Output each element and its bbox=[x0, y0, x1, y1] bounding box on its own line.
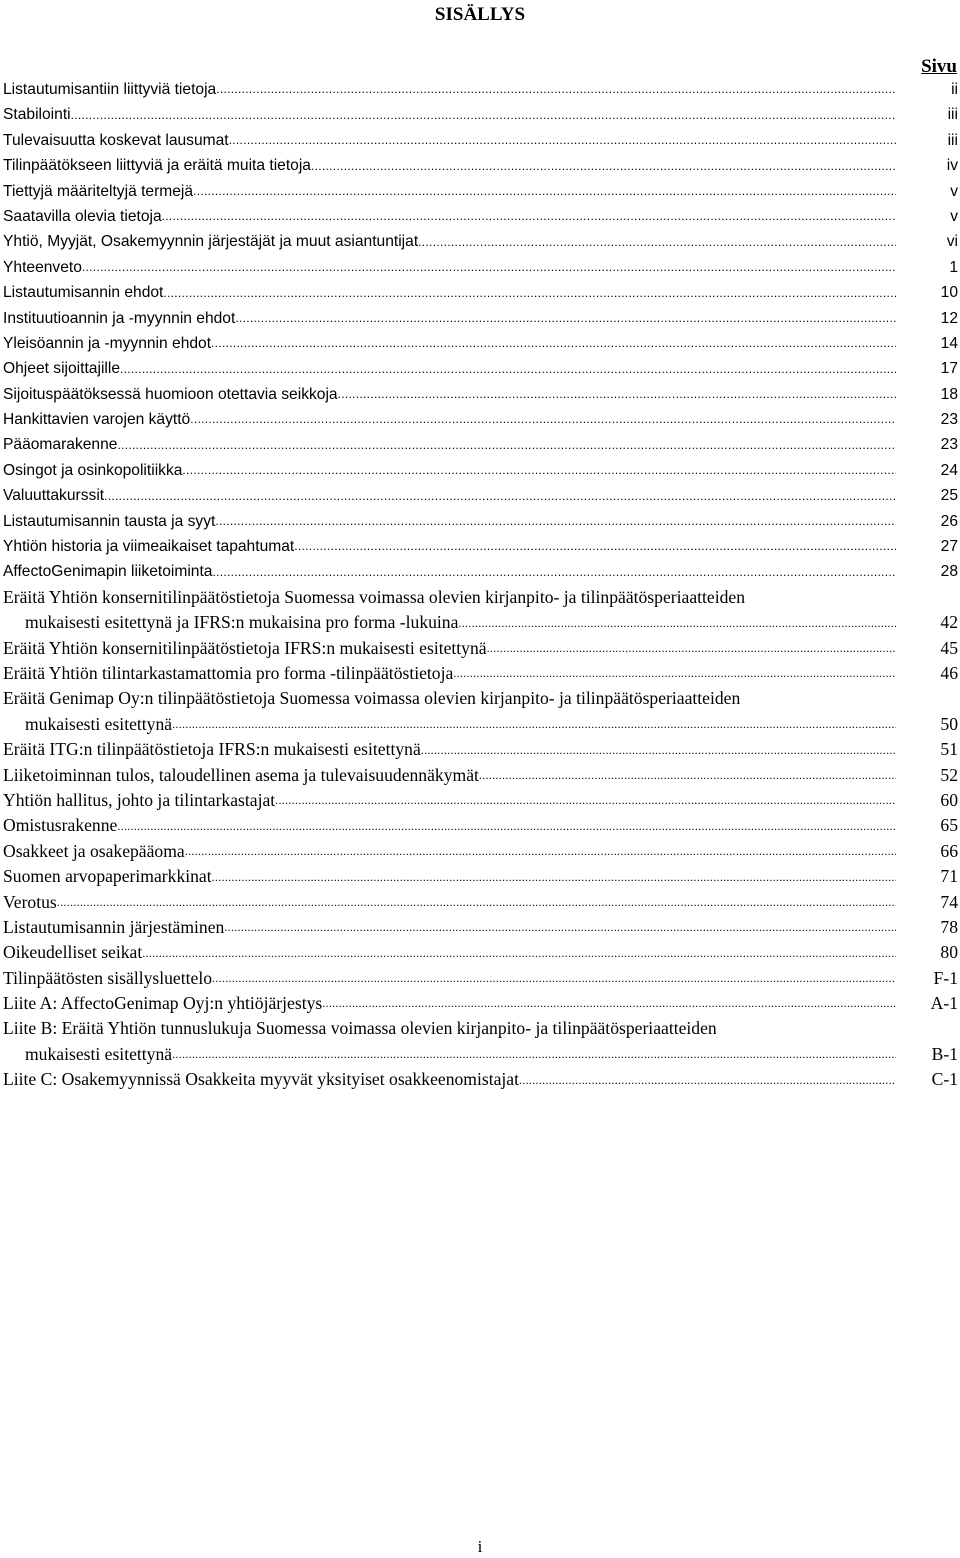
toc-entry[interactable] bbox=[3, 306, 958, 331]
toc-entry-title: mukaisesti esitettynä bbox=[25, 713, 173, 734]
toc-entry-page: C-1 bbox=[931, 1069, 958, 1090]
toc-entry[interactable] bbox=[3, 153, 958, 178]
toc-entry[interactable] bbox=[3, 1067, 958, 1092]
dot-leader bbox=[421, 740, 896, 760]
toc-entry-page: ii bbox=[951, 80, 958, 98]
toc-entry-page: 26 bbox=[940, 512, 958, 530]
toc-entry-title: mukaisesti esitettynä ja IFRS:n mukaisina pro forma -lukuina bbox=[25, 612, 459, 633]
toc-entry[interactable] bbox=[3, 356, 958, 381]
toc-entry[interactable] bbox=[3, 77, 958, 102]
toc-entry-title: Saatavilla olevia tietoja bbox=[3, 207, 162, 225]
dot-leader bbox=[216, 79, 896, 99]
toc-entry-page: 18 bbox=[940, 385, 958, 403]
toc-entry-title: Eräitä ITG:n tilinpäätöstietoja IFRS:n mukaisesti esitettynä bbox=[3, 739, 421, 760]
toc-entry-page: 28 bbox=[940, 563, 958, 581]
dot-leader bbox=[229, 130, 896, 150]
toc-entry-page: 24 bbox=[940, 461, 958, 479]
dot-leader bbox=[120, 359, 896, 379]
dot-leader bbox=[142, 943, 896, 963]
toc-entry-page: 71 bbox=[940, 866, 958, 887]
toc-entry[interactable] bbox=[3, 585, 958, 636]
toc-entry-title: Osakkeet ja osakepääoma bbox=[3, 840, 185, 861]
toc-entry[interactable] bbox=[3, 534, 958, 559]
toc-entry[interactable] bbox=[3, 483, 958, 508]
toc-entry-title: Listautumisannin ehdot bbox=[3, 284, 164, 302]
toc-entry-title: Tulevaisuutta koskevat lausumat bbox=[3, 131, 229, 149]
toc-entry-page: 46 bbox=[940, 662, 958, 683]
dot-leader bbox=[211, 333, 896, 353]
dot-leader bbox=[338, 384, 896, 404]
toc-entry-page: 50 bbox=[940, 713, 958, 734]
toc-entry-page: iii bbox=[947, 131, 958, 149]
toc-entry[interactable] bbox=[3, 407, 958, 432]
toc-entry-title: Yleisöannin ja -myynnin ehdot bbox=[3, 334, 212, 352]
toc-entry[interactable] bbox=[3, 280, 958, 305]
dot-leader bbox=[82, 257, 896, 277]
toc-entry-page: 23 bbox=[940, 411, 958, 429]
dot-leader bbox=[294, 536, 896, 556]
toc-entry[interactable] bbox=[3, 940, 958, 965]
toc-entry[interactable] bbox=[3, 458, 958, 483]
dot-leader bbox=[453, 663, 896, 683]
toc-entry[interactable] bbox=[3, 179, 958, 204]
toc-entry-page: 25 bbox=[940, 487, 958, 505]
toc-entry-title: Liiketoiminnan tulos, taloudellinen asema ja tulevaisuudennäkymät bbox=[3, 764, 479, 785]
toc-entry-page: 65 bbox=[940, 815, 958, 836]
toc-entry-page: 51 bbox=[940, 739, 958, 760]
dot-leader bbox=[172, 714, 896, 734]
dot-leader bbox=[519, 1070, 896, 1090]
toc-entry[interactable] bbox=[3, 204, 958, 229]
toc-entry-page: iv bbox=[946, 157, 958, 175]
dot-leader bbox=[212, 867, 896, 887]
toc-entry-page: B-1 bbox=[931, 1043, 958, 1064]
toc-entry-page: 78 bbox=[940, 916, 958, 937]
toc-entry[interactable] bbox=[3, 102, 958, 127]
toc-entry-title: Tilinpäätösten sisällysluettelo bbox=[3, 967, 213, 988]
toc-entry[interactable] bbox=[3, 661, 958, 686]
toc-entry[interactable] bbox=[3, 432, 958, 457]
toc-entry-page: iii bbox=[947, 106, 958, 124]
toc-entry-title: Listautumisannin järjestäminen bbox=[3, 916, 225, 937]
toc-entry[interactable] bbox=[3, 966, 958, 991]
table-of-contents bbox=[3, 77, 958, 1093]
toc-entry-title: Hankittavien varojen käyttö bbox=[3, 411, 191, 429]
toc-entry[interactable] bbox=[3, 737, 958, 762]
toc-entry[interactable] bbox=[3, 509, 958, 534]
toc-entry[interactable] bbox=[3, 559, 958, 584]
dot-leader bbox=[117, 816, 896, 836]
toc-entry-title: Listautumisantiin liittyviä tietoja bbox=[3, 80, 217, 98]
toc-entry-page: A-1 bbox=[930, 993, 958, 1014]
page-title: SISÄLLYS bbox=[434, 4, 526, 25]
toc-entry-title: AffectoGenimapin liiketoiminta bbox=[3, 563, 213, 581]
toc-entry-title: Osingot ja osinkopolitiikka bbox=[3, 461, 183, 479]
dot-leader bbox=[224, 917, 896, 937]
toc-entry-title-line1: Eräitä Yhtiön konsernitilinpäätöstietoja Suomessa voimassa olevien kirjanpito- ja tilinpäätösperiaatteiden bbox=[3, 586, 746, 607]
dot-leader bbox=[235, 308, 896, 328]
toc-entry-title: Eräitä Yhtiön konsernitilinpäätöstietoja IFRS:n mukaisesti esitettynä bbox=[3, 637, 487, 658]
dot-leader bbox=[185, 841, 896, 861]
dot-leader bbox=[275, 790, 896, 810]
toc-entry-page: 12 bbox=[940, 309, 958, 327]
toc-entry-page: 42 bbox=[940, 612, 958, 633]
toc-entry-title: Listautumisannin tausta ja syyt bbox=[3, 512, 216, 530]
dot-leader bbox=[104, 486, 896, 506]
toc-entry-title: Sijoituspäätöksessä huomioon otettavia seikkoja bbox=[3, 385, 338, 403]
page-column-header: Sivu bbox=[921, 56, 957, 77]
dot-leader bbox=[182, 460, 896, 480]
dot-leader bbox=[57, 892, 896, 912]
toc-entry[interactable] bbox=[3, 763, 958, 788]
toc-entry[interactable] bbox=[3, 255, 958, 280]
toc-entry-title: Yhtiö, Myyjät, Osakemyynnin järjestäjät ja muut asiantuntijat bbox=[3, 233, 419, 251]
toc-entry-title: mukaisesti esitettynä bbox=[25, 1043, 173, 1064]
toc-entry-title: Pääomarakenne bbox=[3, 436, 118, 454]
dot-leader bbox=[172, 1044, 896, 1064]
toc-entry[interactable] bbox=[3, 382, 958, 407]
page-number: i bbox=[477, 1537, 483, 1556]
toc-entry-title: Tilinpäätökseen liittyviä ja eräitä muita tietoja bbox=[3, 157, 311, 175]
dot-leader bbox=[418, 232, 896, 252]
toc-entry-page: 14 bbox=[940, 334, 958, 352]
toc-entry-title: Omistusrakenne bbox=[3, 815, 118, 836]
toc-entry-page: 10 bbox=[940, 284, 958, 302]
toc-entry-page: 52 bbox=[940, 764, 958, 785]
toc-entry[interactable] bbox=[3, 128, 958, 153]
toc-entry-page: 17 bbox=[940, 360, 958, 378]
dot-leader bbox=[215, 511, 896, 531]
toc-entry-page: vi bbox=[946, 233, 958, 251]
toc-entry-title: Verotus bbox=[3, 891, 57, 912]
toc-entry-page: v bbox=[950, 182, 958, 200]
toc-entry-title: Stabilointi bbox=[3, 106, 71, 124]
toc-entry-title: Liite A: AffectoGenimap Oyj:n yhtiöjärjestys bbox=[3, 993, 323, 1014]
toc-entry-title: Ohjeet sijoittajille bbox=[3, 360, 121, 378]
dot-leader bbox=[311, 156, 896, 176]
toc-entry-page: 66 bbox=[940, 840, 958, 861]
toc-entry-title: Liite C: Osakemyynnissä Osakkeita myyvät yksityiset osakkeenomistajat bbox=[3, 1069, 519, 1090]
toc-entry-title: Yhtiön hallitus, johto ja tilintarkastajat bbox=[3, 789, 276, 810]
dot-leader bbox=[117, 435, 896, 455]
dot-leader bbox=[212, 968, 896, 988]
toc-entry-title-line1: Eräitä Genimap Oy:n tilinpäätöstietoja Suomessa voimassa olevien kirjanpito- ja tilinpäätösperiaatteiden bbox=[3, 688, 741, 709]
toc-entry-title: Suomen arvopaperimarkkinat bbox=[3, 866, 212, 887]
dot-leader bbox=[193, 181, 896, 201]
toc-entry[interactable] bbox=[3, 991, 958, 1016]
dot-leader bbox=[190, 409, 896, 429]
toc-entry[interactable] bbox=[3, 890, 958, 915]
toc-entry[interactable] bbox=[3, 813, 958, 838]
toc-entry-title: Yhtiön historia ja viimeaikaiset tapahtumat bbox=[3, 538, 295, 556]
toc-entry[interactable] bbox=[3, 1016, 958, 1067]
toc-entry[interactable] bbox=[3, 229, 958, 254]
toc-entry-title: Tiettyjä määriteltyjä termejä bbox=[3, 182, 194, 200]
toc-entry-page: 23 bbox=[940, 436, 958, 454]
dot-leader bbox=[458, 613, 896, 633]
toc-entry[interactable] bbox=[3, 636, 958, 661]
toc-entry[interactable] bbox=[3, 686, 958, 737]
toc-entry-page: 74 bbox=[940, 891, 958, 912]
dot-leader bbox=[479, 765, 896, 785]
toc-entry-title: Yhteenveto bbox=[3, 258, 82, 276]
toc-entry-page: F-1 bbox=[933, 967, 958, 988]
dot-leader bbox=[212, 562, 896, 582]
dot-leader bbox=[71, 105, 896, 125]
dot-leader bbox=[162, 206, 896, 226]
toc-entry-page: 1 bbox=[949, 258, 958, 276]
toc-entry-title-line1: Liite B: Eräitä Yhtiön tunnuslukuja Suomessa voimassa olevien kirjanpito- ja tilinpäätösperiaatteiden bbox=[3, 1018, 717, 1039]
toc-entry-page: 27 bbox=[940, 538, 958, 556]
toc-entry-title: Oikeudelliset seikat bbox=[3, 942, 143, 963]
toc-entry[interactable] bbox=[3, 839, 958, 864]
toc-entry-page: 60 bbox=[940, 789, 958, 810]
toc-entry-title: Instituutioannin ja -myynnin ehdot bbox=[3, 309, 236, 327]
toc-entry-page: 80 bbox=[940, 942, 958, 963]
toc-entry[interactable] bbox=[3, 788, 958, 813]
toc-entry-title: Valuuttakurssit bbox=[3, 487, 105, 505]
dot-leader bbox=[487, 638, 896, 658]
toc-entry-page: v bbox=[950, 207, 958, 225]
dot-leader bbox=[163, 283, 896, 303]
toc-entry[interactable] bbox=[3, 864, 958, 889]
toc-entry[interactable] bbox=[3, 331, 958, 356]
toc-entry-page: 45 bbox=[940, 637, 958, 658]
dot-leader bbox=[322, 993, 896, 1013]
toc-entry-title: Eräitä Yhtiön tilintarkastamattomia pro forma -tilinpäätöstietoja bbox=[3, 662, 454, 683]
toc-entry[interactable] bbox=[3, 915, 958, 940]
